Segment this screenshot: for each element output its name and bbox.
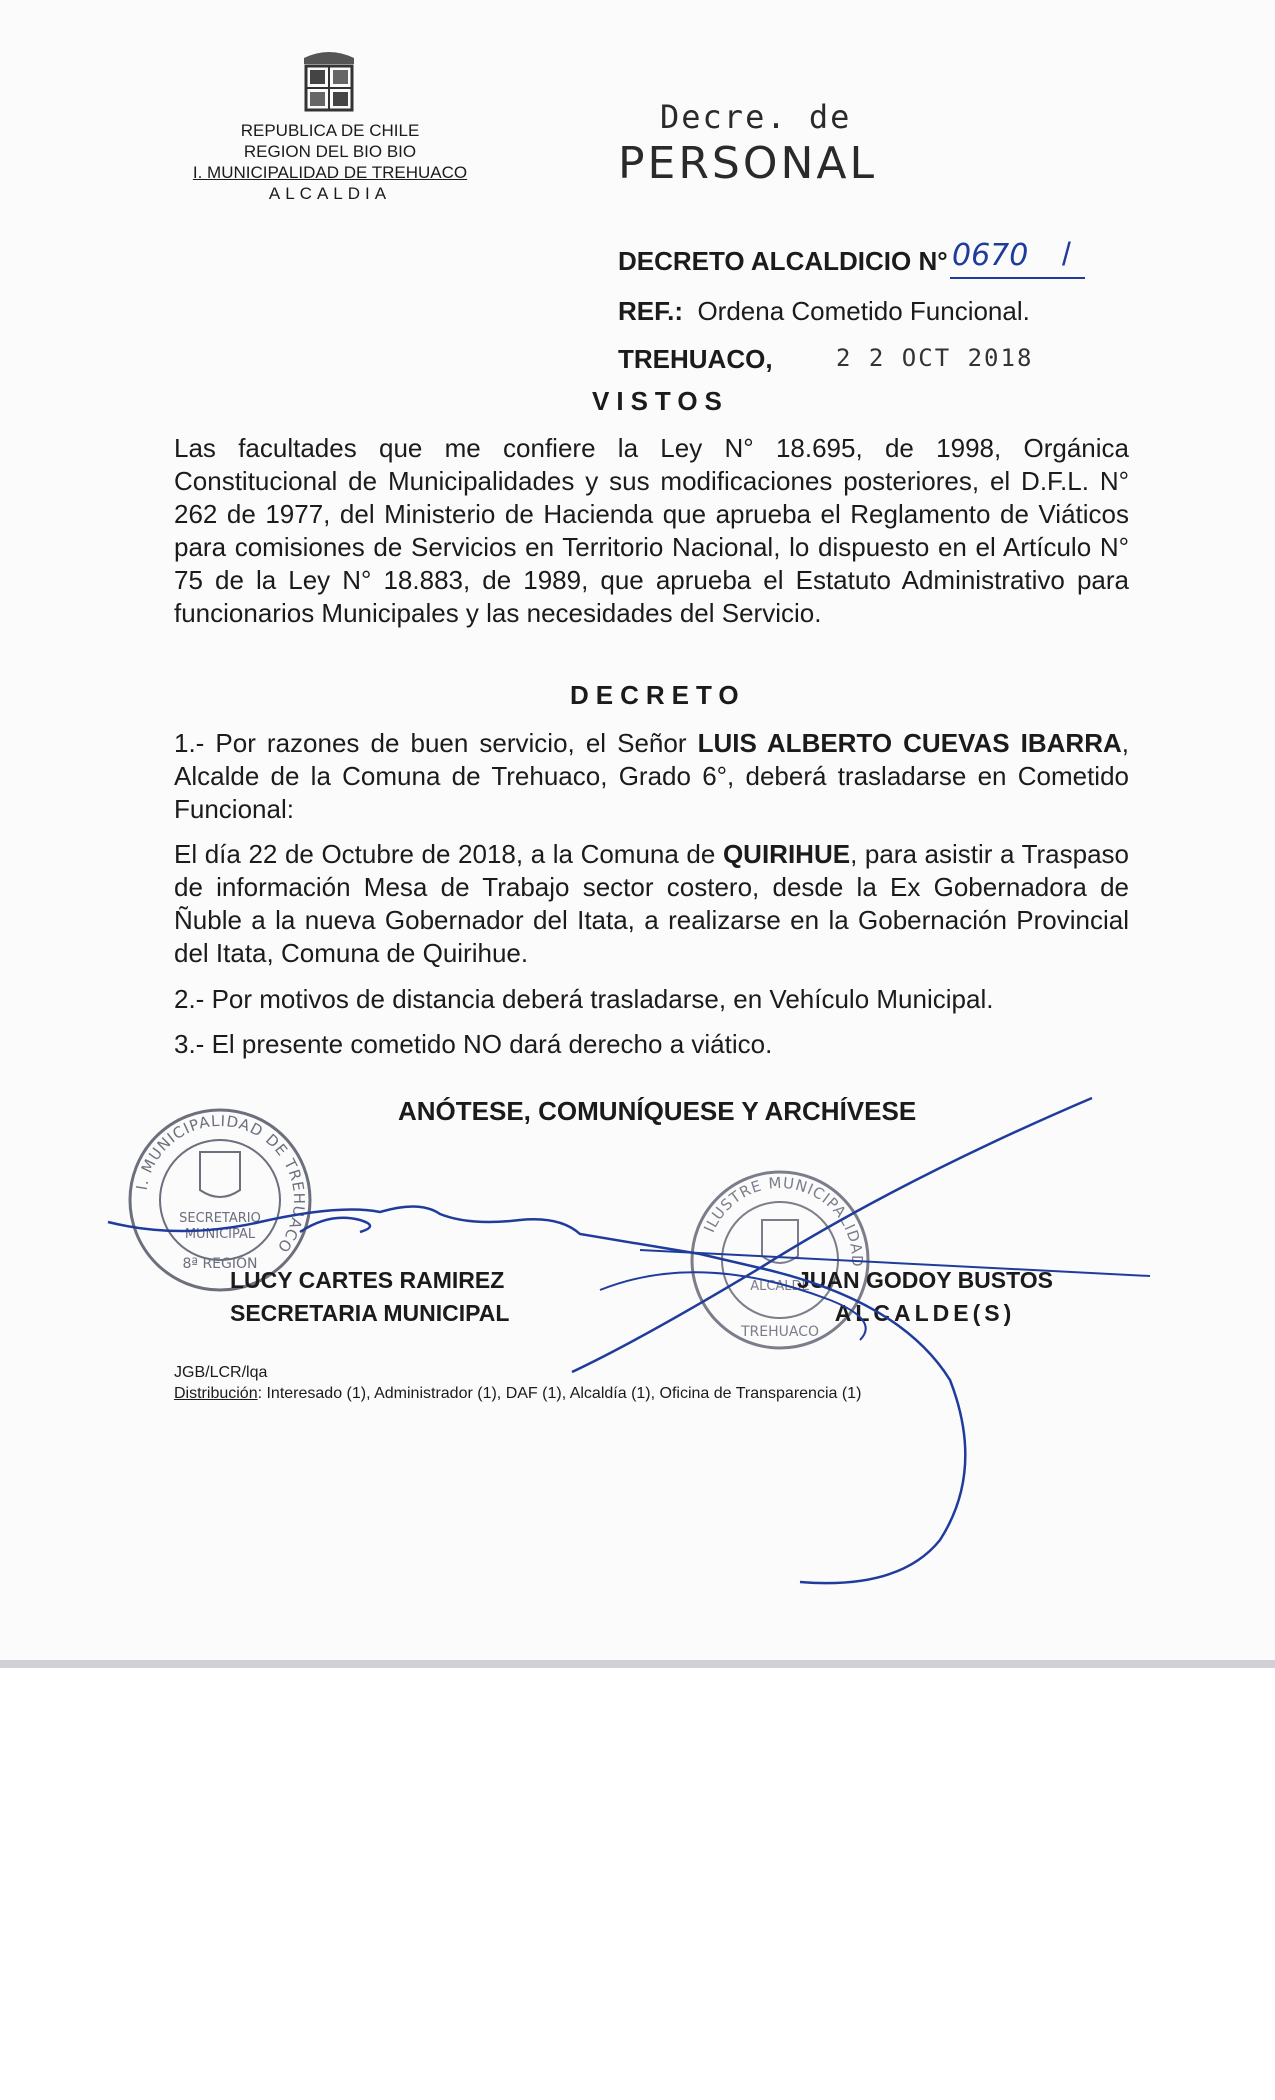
mayor-title: ALCALDE(S)	[834, 1300, 1016, 1326]
decree-number-underline	[950, 277, 1085, 279]
decree-city: TREHUACO,	[618, 344, 773, 374]
decreto-item-1	[174, 727, 1129, 826]
decreto-detail	[174, 838, 1129, 970]
svg-text:ILUSTRE MUNICIPALIDAD: ILUSTRE MUNICIPALIDAD	[700, 1173, 867, 1268]
header-office: ALCALDIA	[268, 184, 392, 203]
header-country: REPUBLICA DE CHILE	[240, 121, 420, 140]
header-region: REGION DEL BIO BIO	[243, 142, 417, 161]
commissioned-name: LUIS ALBERTO CUEVAS IBARRA	[697, 728, 1122, 758]
distribution-list	[174, 1385, 861, 1403]
secretary-signature-block	[230, 1264, 530, 1330]
svg-text:SECRETARIO: SECRETARIO	[179, 1211, 261, 1226]
svg-text:ALCALDE: ALCALDE	[750, 1279, 810, 1294]
svg-text:MUNICIPAL: MUNICIPAL	[184, 1227, 256, 1242]
date-stamp: 2 2 OCT 2018	[836, 344, 1034, 372]
secretary-name: LUCY CARTES RAMIREZ	[230, 1267, 505, 1293]
decreto-item-2: 2.- Por motivos de distancia deberá trasladarse, en Vehículo Municipal.	[174, 984, 994, 1014]
vistos-paragraph: Las facultades que me confiere la Ley N° 18.695, de 1998, Orgánica Constitucional de Municipalidades y sus modificaciones posteriores, el D.F.L. N° 262 de 1977, del Ministerio de Hacienda que aprueba el Reglamento de Viáticos para comisiones de Servicios en Territorio Nacional, lo dispuesto en el Artículo N° 75 de la Ley N° 18.883, de 1989, que aprueba el Estatuto Administrativo para funcionarios Municipales y las necesidades del Servicio.	[174, 433, 1129, 628]
secretary-title: SECRETARIA MUNICIPAL	[230, 1300, 510, 1326]
reference-label: REF.:	[618, 296, 683, 326]
item1-prefix: 1.- Por razones de buen servicio, el Señor	[174, 728, 698, 758]
drafter-initials: JGB/LCR/lqa	[174, 1364, 268, 1381]
detail-prefix: El día 22 de Octubre de 2018, a la Comuna de	[174, 839, 723, 869]
decree-number-label: DECRETO ALCALDICIO N°	[618, 246, 948, 276]
decree-number: 0670	[952, 238, 1029, 273]
mayor-signature-block	[760, 1264, 1090, 1330]
issuer-header	[150, 42, 510, 204]
reference-line	[618, 296, 1030, 327]
department-stamp-line2: PERSONAL	[618, 138, 877, 189]
distribution-label: Distribución	[174, 1385, 258, 1402]
svg-text:8ª REGION: 8ª REGION	[182, 1256, 258, 1272]
destination-place: QUIRIHUE	[722, 839, 851, 869]
decreto-item-3: 3.- El presente cometido NO dará derecho a viático.	[174, 1029, 773, 1059]
scan-edge	[0, 1660, 1275, 1668]
reference-text: Ordena Cometido Funcional.	[697, 296, 1030, 326]
decree-number-slash: /	[1062, 236, 1071, 272]
vistos-heading: VISTOS	[592, 386, 729, 416]
department-stamp-line1: Decre. de	[660, 98, 852, 136]
decreto-heading: DECRETO	[570, 680, 746, 710]
item1-suffix: , Alcalde de la Comuna de Trehuaco, Grado 6°, deberá trasladarse en Cometido Funcional:	[174, 728, 1129, 824]
svg-text:TREHUACO: TREHUACO	[740, 1324, 820, 1340]
mayor-seal-stamp	[680, 1160, 880, 1360]
mayor-name: JUAN GODOY BUSTOS	[796, 1267, 1054, 1293]
distribution-text: : Interesado (1), Administrador (1), DAF (1), Alcaldía (1), Oficina de Transparencia (1)	[257, 1385, 862, 1402]
header-municipality: I. MUNICIPALIDAD DE TREHUACO	[192, 163, 468, 182]
closing-formula: ANÓTESE, COMUNÍQUESE Y ARCHÍVESE	[398, 1096, 917, 1126]
svg-text:I. MUNICIPALIDAD DE TREHUACO: I. MUNICIPALIDAD DE TREHUACO	[132, 1111, 309, 1257]
detail-suffix: , para asistir a Traspaso de información Mesa de Trabajo sector costero, desde la Ex Gobernadora de Ñuble a la nueva Gobernador del Itata, a realizarse en la Gobernación Provincial del Itata, Comuna de Quirihue.	[174, 839, 1129, 968]
